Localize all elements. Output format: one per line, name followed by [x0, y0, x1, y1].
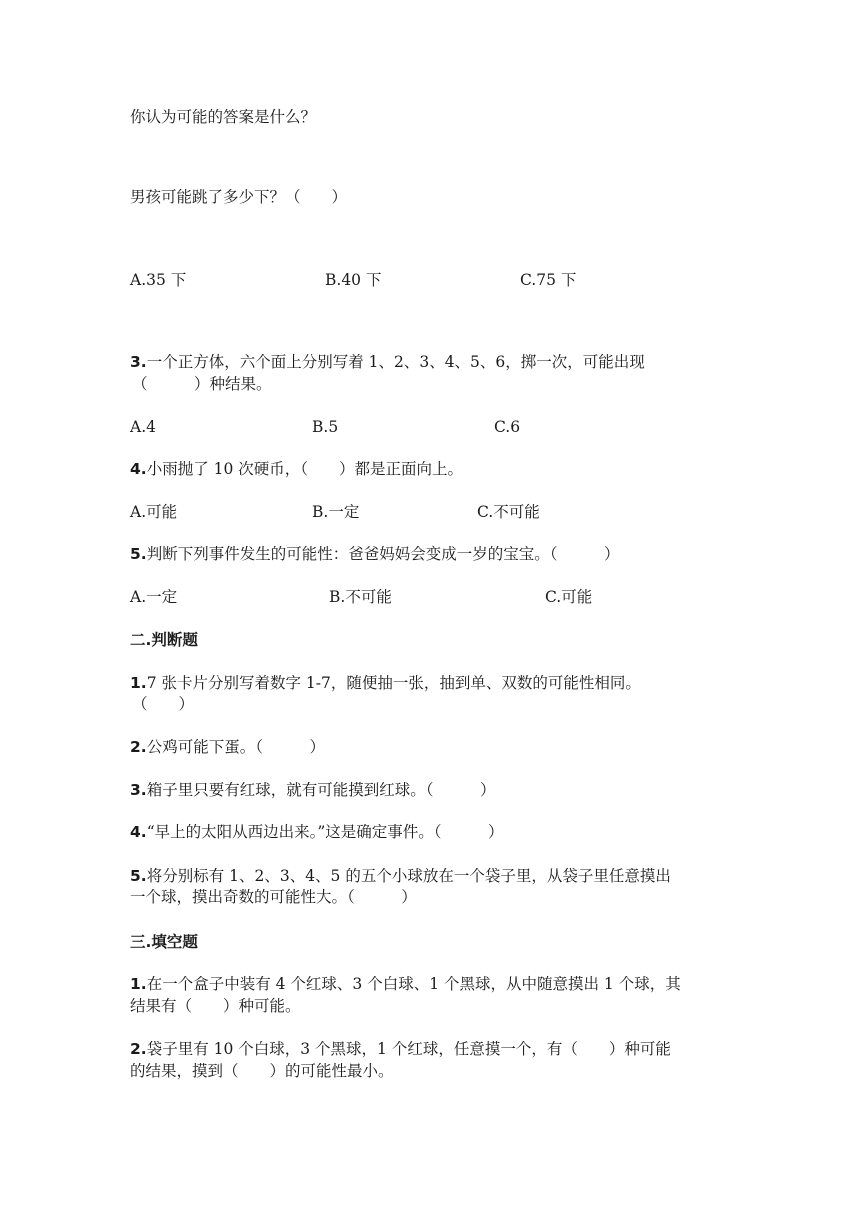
- q4-option-a: A.可能: [130, 503, 178, 521]
- item-text: 箱子里只要有红球，就有可能摸到红球。（ ）: [146, 781, 496, 799]
- question-4: [130, 459, 463, 479]
- intro-prompt: 你认为可能的答案是什么？: [130, 108, 317, 126]
- q3-option-a: A.4: [130, 418, 156, 436]
- item-number: 5.: [130, 867, 147, 885]
- fill-item-1: [130, 974, 681, 994]
- fill-item-2: [130, 1039, 671, 1059]
- item-text: 7 张卡片分别写着数字 1-7，随便抽一张，抽到单、双数的可能性相同。: [146, 674, 641, 692]
- judge-item-1-line2: （ ）: [132, 695, 195, 713]
- fill-item-1-line2: 结果有（ ）种可能。: [130, 997, 301, 1015]
- question-text: 判断下列事件发生的可能性：爸爸妈妈会变成一岁的宝宝。（ ）: [146, 545, 620, 563]
- q4-option-c: C.不可能: [477, 503, 540, 521]
- item-number: 3.: [130, 781, 147, 799]
- question-text: 一个正方体，六个面上分别写着 1、2、3、4、5、6，掷一次，可能出现: [146, 353, 645, 371]
- item-text: 在一个盒子中装有 4 个红球、3 个白球、1 个黑球，从中随意摸出 1 个球，其: [146, 975, 681, 993]
- q4-option-b: B.一定: [312, 503, 360, 521]
- item-number: 1.: [130, 975, 147, 993]
- question-number: 3.: [130, 353, 147, 371]
- judge-item-3: [130, 780, 495, 800]
- intro-question: 男孩可能跳了多少下？（ ）: [130, 188, 348, 206]
- question-3: [130, 352, 645, 372]
- judge-item-5: [130, 866, 671, 886]
- item-number: 2.: [130, 738, 147, 756]
- question-number: 4.: [130, 460, 147, 478]
- item-text: 公鸡可能下蛋。（ ）: [146, 738, 325, 756]
- judge-item-4: [130, 822, 504, 842]
- intro-option-b: B.40 下: [325, 271, 382, 289]
- q3-option-c: C.6: [494, 418, 521, 436]
- fill-item-2-line2: 的结果，摸到（ ）的可能性最小。: [130, 1062, 394, 1080]
- intro-option-a: A.35 下: [130, 271, 187, 289]
- item-text: 将分别标有 1、2、3、4、5 的五个小球放在一个袋子里，从袋子里任意摸出: [146, 867, 671, 885]
- q3-option-b: B.5: [312, 418, 339, 436]
- question-text: 小雨抛了 10 次硬币，（ ）都是正面向上。: [146, 460, 464, 478]
- question-number: 5.: [130, 545, 147, 563]
- item-number: 4.: [130, 823, 147, 841]
- section-title-fill: 三.填空题: [130, 933, 198, 951]
- item-number: 2.: [130, 1040, 147, 1058]
- section-title-judge: 二.判断题: [130, 631, 198, 649]
- judge-item-1: [130, 673, 641, 693]
- intro-option-c: C.75 下: [520, 271, 577, 289]
- judge-item-5-line2: 一个球，摸出奇数的可能性大。（ ）: [130, 888, 417, 906]
- q5-option-b: B.不可能: [329, 588, 392, 606]
- item-text: “早上的太阳从西边出来。”这是确定事件。（ ）: [146, 823, 504, 841]
- question-5: [130, 544, 619, 564]
- judge-item-2: [130, 737, 325, 757]
- item-number: 1.: [130, 674, 147, 692]
- q5-option-c: C.可能: [545, 588, 593, 606]
- q5-option-a: A.一定: [130, 588, 178, 606]
- question-3-line2: （ ）种结果。: [132, 375, 272, 393]
- item-text: 袋子里有 10 个白球，3 个黑球，1 个红球，任意摸一个，有（ ）种可能: [146, 1040, 671, 1058]
